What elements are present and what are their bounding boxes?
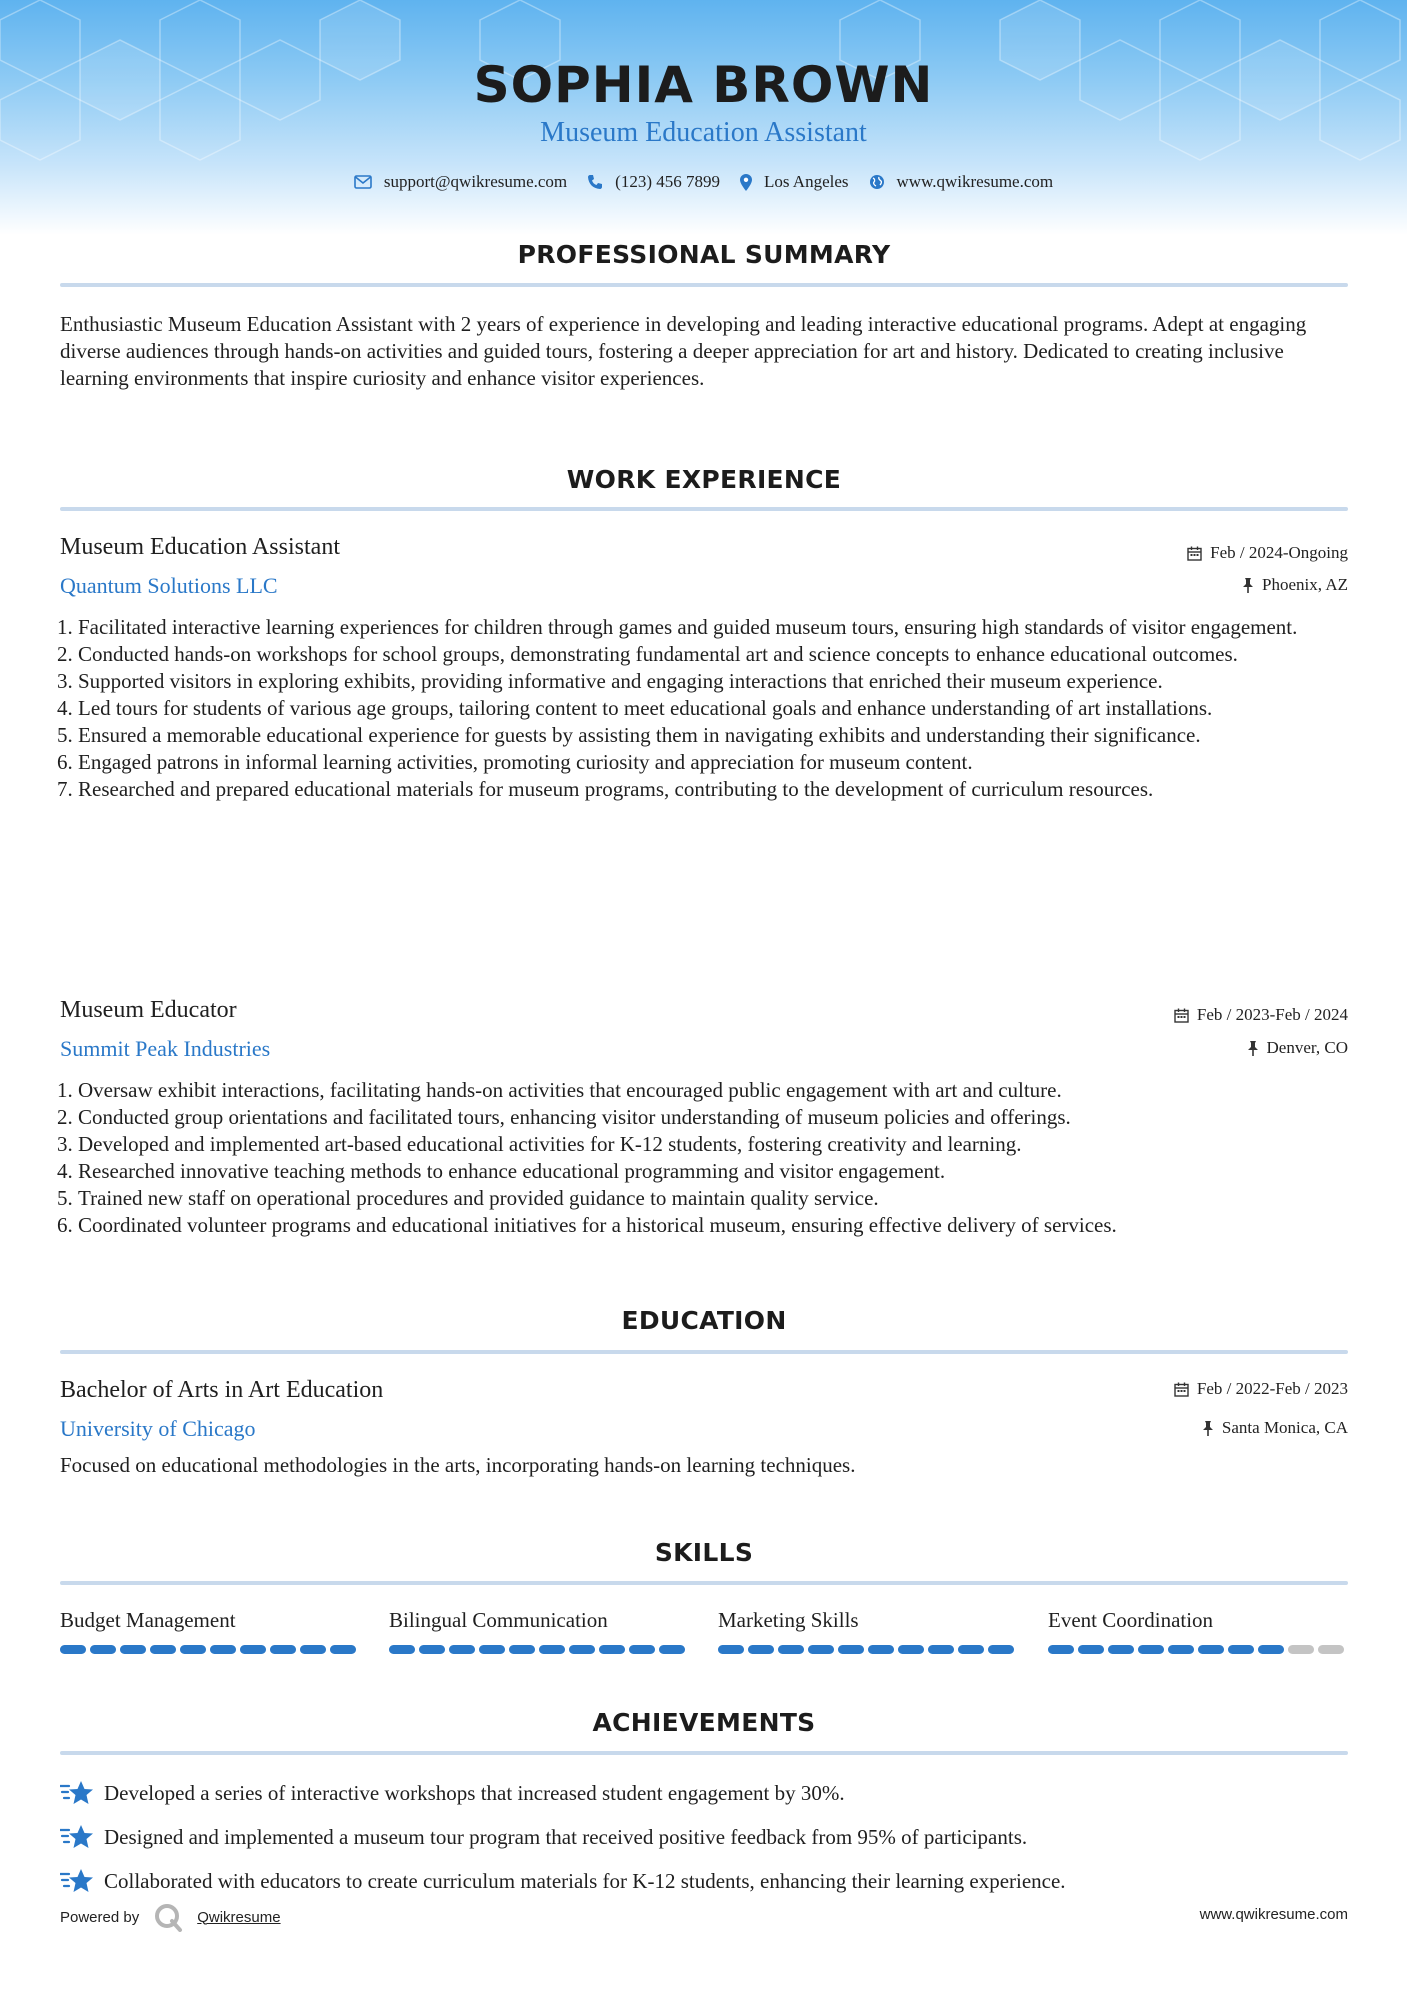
skill-level-bar xyxy=(1048,1645,1348,1654)
skill-segment-filled xyxy=(1108,1645,1134,1654)
school-name: University of Chicago xyxy=(60,1416,256,1441)
skill-item xyxy=(1048,1608,1348,1654)
job-dates-text: Feb / 2024-Ongoing xyxy=(1210,543,1348,562)
footer-powered-by xyxy=(60,1902,281,1932)
list-item: 2. Conducted hands-on workshops for school groups, demonstrating fundamental art and science concepts to enhance educational outcomes. xyxy=(78,641,1350,668)
skill-segment-filled xyxy=(509,1645,535,1654)
qwikresume-link[interactable]: Qwikresume xyxy=(197,1908,281,1926)
skill-level-bar xyxy=(718,1645,1018,1654)
skill-segment-filled xyxy=(300,1645,326,1654)
achievement-text: Collaborated with educators to create curriculum materials for K-12 students, enhancing their learning experience. xyxy=(104,1868,1066,1893)
candidate-role: Museum Education Assistant xyxy=(540,117,867,148)
summary-text: Enthusiastic Museum Education Assistant with 2 years of experience in developing and leading interactive educational programs. Adept at engaging diverse audiences through hands-on activities and guided tours, fostering a deeper appreciation for art and history. Dedicated to creating inclusive learning environments that inspire curiosity and enhance visitor experiences. xyxy=(60,312,1307,390)
summary-heading: PROFESSIONAL SUMMARY xyxy=(517,240,891,269)
job-company: Quantum Solutions LLC xyxy=(60,573,278,598)
skill-segment-filled xyxy=(1258,1645,1284,1654)
contact-phone-text: (123) 456 7899 xyxy=(615,172,720,191)
job-location-text: Phoenix, AZ xyxy=(1262,575,1348,594)
job-dates-text: Feb / 2023-Feb / 2024 xyxy=(1196,1005,1348,1024)
list-item: 1. Oversaw exhibit interactions, facilitating hands-on activities that encouraged public engagement with art and culture. xyxy=(78,1077,1350,1104)
skill-segment-filled xyxy=(1048,1645,1074,1654)
job-location xyxy=(1242,575,1348,595)
footer-website[interactable]: www.qwikresume.com xyxy=(1199,1906,1348,1923)
skill-item xyxy=(60,1608,360,1654)
skill-segment-filled xyxy=(898,1645,924,1654)
contact-website[interactable] xyxy=(869,172,1054,192)
candidate-name: SOPHIA BROWN xyxy=(473,56,934,114)
skill-segment-filled xyxy=(928,1645,954,1654)
pushpin-icon xyxy=(1202,1421,1214,1436)
list-item: 4. Researched innovative teaching methods to enhance educational programming and visitor engagement. xyxy=(78,1158,1350,1185)
education-divider xyxy=(60,1350,1348,1354)
achievement-text: Designed and implemented a museum tour program that received positive feedback from 95% of participants. xyxy=(104,1824,1028,1849)
list-item: 2. Conducted group orientations and facilitated tours, enhancing visitor understanding of museum policies and offerings. xyxy=(78,1104,1350,1131)
contact-phone[interactable] xyxy=(587,172,720,192)
list-item: 3. Developed and implemented art-based educational activities for K-12 students, fostering creativity and learning. xyxy=(78,1131,1350,1158)
contact-email[interactable] xyxy=(354,172,567,192)
skill-segment-filled xyxy=(808,1645,834,1654)
achievement-item xyxy=(60,1867,1066,1895)
powered-by-label: Powered by xyxy=(60,1908,140,1926)
job-title: Museum Educator xyxy=(60,997,237,1023)
calendar-icon xyxy=(1174,1008,1189,1023)
skill-segment-filled xyxy=(958,1645,984,1654)
skill-segment-filled xyxy=(629,1645,655,1654)
calendar-icon xyxy=(1174,1382,1189,1397)
skill-segment-filled xyxy=(868,1645,894,1654)
skill-segment-filled xyxy=(240,1645,266,1654)
achievement-item xyxy=(60,1779,845,1807)
skill-segment-filled xyxy=(180,1645,206,1654)
education-location xyxy=(1202,1418,1348,1438)
achievements-heading: ACHIEVEMENTS xyxy=(592,1708,816,1737)
skill-item xyxy=(718,1608,1018,1654)
education-heading: EDUCATION xyxy=(621,1306,787,1335)
skill-segment-filled xyxy=(988,1645,1014,1654)
list-item: 5. Trained new staff on operational procedures and provided guidance to maintain quality service. xyxy=(78,1185,1350,1212)
job-location xyxy=(1247,1038,1348,1058)
contact-location xyxy=(740,172,849,192)
skill-name: Bilingual Communication xyxy=(389,1608,608,1632)
experience-heading: WORK EXPERIENCE xyxy=(566,465,842,494)
skill-name: Marketing Skills xyxy=(718,1608,859,1632)
contact-email-text: support@qwikresume.com xyxy=(383,172,568,191)
list-item: 4. Led tours for students of various age groups, tailoring content to meet educational goals and enhance understanding of art installations. xyxy=(78,695,1350,722)
skills-divider xyxy=(60,1581,1348,1585)
job-company: Summit Peak Industries xyxy=(60,1036,271,1061)
job-bullets xyxy=(60,614,1350,803)
skill-segment-filled xyxy=(1078,1645,1104,1654)
skill-segment-filled xyxy=(90,1645,116,1654)
skill-segment-empty xyxy=(1318,1645,1344,1654)
location-pin-icon xyxy=(740,174,752,191)
phone-icon xyxy=(587,174,603,190)
skill-segment-filled xyxy=(539,1645,565,1654)
list-item: 6. Coordinated volunteer programs and educational initiatives for a historical museum, ensuring effective delivery of services. xyxy=(78,1212,1350,1239)
skill-level-bar xyxy=(60,1645,360,1654)
list-item: 7. Researched and prepared educational materials for museum programs, contributing to the development of curriculum resources. xyxy=(78,776,1350,803)
star-icon xyxy=(60,1779,94,1807)
skill-segment-filled xyxy=(838,1645,864,1654)
job-bullets xyxy=(60,1077,1350,1239)
job-location-text: Denver, CO xyxy=(1266,1038,1348,1057)
summary-divider xyxy=(60,283,1348,287)
skill-segment-filled xyxy=(120,1645,146,1654)
calendar-icon xyxy=(1187,546,1202,561)
globe-icon xyxy=(869,174,885,190)
contact-website-text: www.qwikresume.com xyxy=(896,172,1054,191)
skill-item xyxy=(389,1608,689,1654)
skill-segment-filled xyxy=(569,1645,595,1654)
education-location-text: Santa Monica, CA xyxy=(1221,1418,1348,1437)
skill-name: Budget Management xyxy=(60,1608,236,1632)
education-description: Focused on educational methodologies in the arts, incorporating hands-on learning techniques. xyxy=(60,1453,856,1477)
skill-segment-filled xyxy=(1228,1645,1254,1654)
experience-divider xyxy=(60,507,1348,511)
skills-heading: SKILLS xyxy=(654,1538,754,1567)
skill-segment-filled xyxy=(210,1645,236,1654)
achievements-divider xyxy=(60,1751,1348,1755)
skill-level-bar xyxy=(389,1645,689,1654)
contact-location-text: Los Angeles xyxy=(763,172,849,191)
achievement-text: Developed a series of interactive workshops that increased student engagement by 30%. xyxy=(104,1780,845,1805)
job-dates xyxy=(1187,543,1348,563)
list-item: 3. Supported visitors in exploring exhibits, providing informative and engaging interactions that enriched their museum experience. xyxy=(78,668,1350,695)
skill-segment-filled xyxy=(389,1645,415,1654)
list-item: 5. Ensured a memorable educational experience for guests by assisting them in navigating exhibits and understanding their significance. xyxy=(78,722,1350,749)
achievement-item xyxy=(60,1823,1027,1851)
contact-bar xyxy=(0,172,1407,192)
skill-segment-filled xyxy=(449,1645,475,1654)
skill-segment-filled xyxy=(150,1645,176,1654)
skill-segment-empty xyxy=(1288,1645,1314,1654)
qwikresume-logo-icon xyxy=(153,1902,183,1932)
skill-segment-filled xyxy=(778,1645,804,1654)
skill-segment-filled xyxy=(60,1645,86,1654)
star-icon xyxy=(60,1823,94,1851)
skill-segment-filled xyxy=(718,1645,744,1654)
job-dates xyxy=(1174,1005,1348,1025)
pushpin-icon xyxy=(1247,1041,1259,1056)
job-title: Museum Education Assistant xyxy=(60,534,340,560)
skill-segment-filled xyxy=(330,1645,356,1654)
envelope-icon xyxy=(354,175,372,189)
skill-segment-filled xyxy=(1168,1645,1194,1654)
skill-segment-filled xyxy=(270,1645,296,1654)
skill-segment-filled xyxy=(748,1645,774,1654)
education-dates-text: Feb / 2022-Feb / 2023 xyxy=(1196,1379,1348,1398)
skill-segment-filled xyxy=(1138,1645,1164,1654)
star-icon xyxy=(60,1867,94,1895)
education-dates xyxy=(1174,1379,1348,1399)
skill-segment-filled xyxy=(419,1645,445,1654)
degree-title: Bachelor of Arts in Art Education xyxy=(60,1377,384,1403)
pushpin-icon xyxy=(1242,578,1254,593)
skill-segment-filled xyxy=(659,1645,685,1654)
list-item: 1. Facilitated interactive learning experiences for children through games and guided museum tours, ensuring high standards of visitor engagement. xyxy=(78,614,1350,641)
skill-name: Event Coordination xyxy=(1048,1608,1214,1632)
list-item: 6. Engaged patrons in informal learning activities, promoting curiosity and appreciation for museum content. xyxy=(78,749,1350,776)
skill-segment-filled xyxy=(1198,1645,1224,1654)
skill-segment-filled xyxy=(599,1645,625,1654)
skill-segment-filled xyxy=(479,1645,505,1654)
